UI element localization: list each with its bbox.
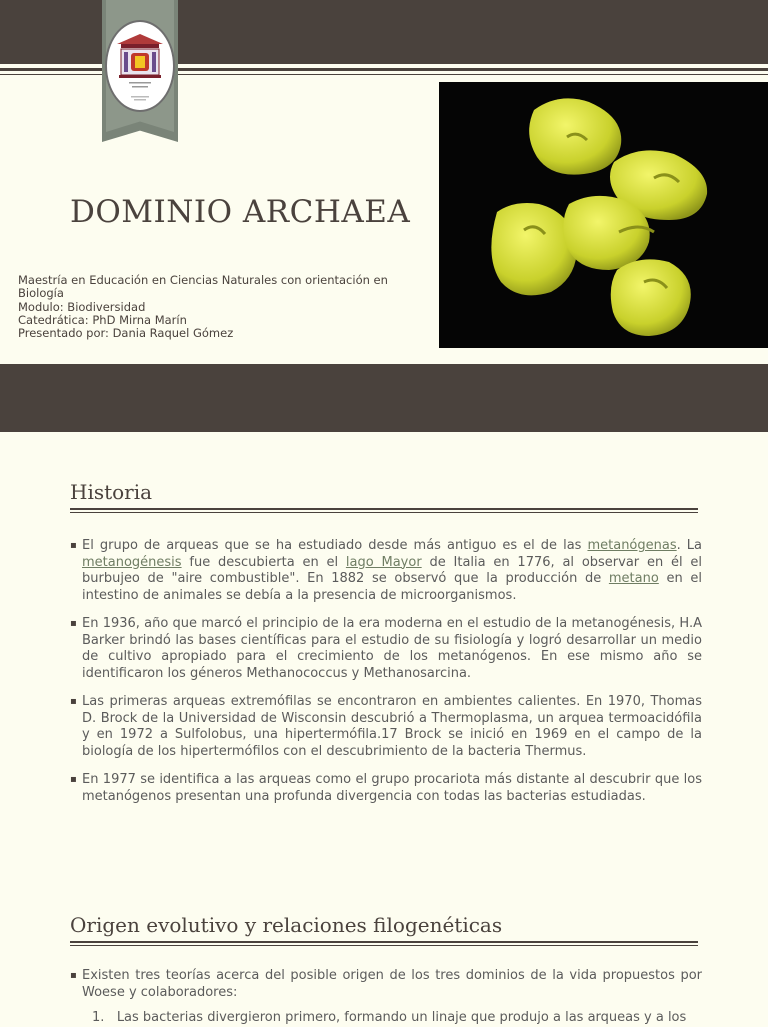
heading-historia: Historia — [70, 480, 153, 504]
link-metanogenas[interactable]: metanógenas — [587, 538, 677, 553]
origen-list — [70, 968, 702, 1013]
university-seal-icon — [105, 20, 175, 112]
historia-list — [70, 538, 702, 817]
numbered-item: 1. Las bacterias divergieron primero, formando un linaje que produjo a las arqueas y a los — [92, 1010, 687, 1025]
heading-rule — [70, 941, 698, 946]
link-lago-mayor[interactable]: lago Mayor — [345, 554, 422, 570]
presenter-line: Presentado por: Dania Raquel Gómez — [18, 326, 234, 341]
archaea-micrograph — [439, 82, 768, 348]
list-item: ▪ En 1936, año que marcó el principio de la era moderna en el estudio de la metanogénesis, H.A Barker brindó las bases científicas para el estudio de su fisiología y logró desarrollar un medio de cultivo apropiado para el crecimiento de los metanógenos. En ese mismo año se identificaron los géneros Methanococcus y Methanosarcina. — [70, 616, 702, 681]
bullet-icon: ▪ — [70, 970, 77, 981]
professor-line: Catedrática: PhD Mirna Marín — [18, 312, 187, 327]
heading-origen: Origen evolutivo y relaciones filogenéticas — [70, 913, 503, 937]
link-metanogenesis[interactable]: metanogénesis — [82, 554, 182, 570]
page-title: DOMINIO ARCHAEA — [70, 194, 411, 230]
bullet-icon: ▪ — [70, 618, 77, 629]
module-line: Modulo: Biodiversidad — [18, 299, 146, 314]
list-item: ▪ Existen tres teorías acerca del posible origen de los tres dominios de la vida propuestos por Woese y colaboradores: — [70, 968, 702, 1000]
heading-rule — [70, 508, 698, 513]
list-item: ▪ En 1977 se identifica a las arqueas como el grupo procariota más distante al descubrir que los metanógenos presentan una profunda divergencia con todas las bacterias estudiadas. — [70, 772, 702, 804]
link-metano[interactable]: metano — [608, 571, 659, 586]
bullet-icon: ▪ — [70, 696, 77, 707]
bullet-icon: ▪ — [70, 774, 77, 785]
program-line: Maestría en Educación en Ciencias Naturales con orientación en Biología — [18, 273, 388, 301]
list-item: ▪ El grupo de arqueas que se ha estudiado desde más antiguo es el de las metanógenas. La metanogénesis fue descubierta en el lago Mayor de Italia en 1776, al observar en él el burbujeo de "aire combustible". En 1882 se observó que la producción de metano en el intestino de animales se debía a la presencia de microorganismos. — [70, 538, 702, 603]
list-item: ▪ Las primeras arqueas extremófilas se encontraron en ambientes calientes. En 1970, Thomas D. Brock de la Universidad de Wisconsin descubrió a Thermoplasma, un arquea termoacidófila y en 1972 a Sulfolobus, una hipertermófila.17 Brock se inició en 1969 en el campo de la biología de los hipertermófilos con el descubrimiento de la bacteria Thermus. — [70, 694, 702, 759]
presentation-info — [18, 274, 418, 340]
section-band — [0, 364, 768, 432]
bullet-icon: ▪ — [70, 540, 77, 551]
